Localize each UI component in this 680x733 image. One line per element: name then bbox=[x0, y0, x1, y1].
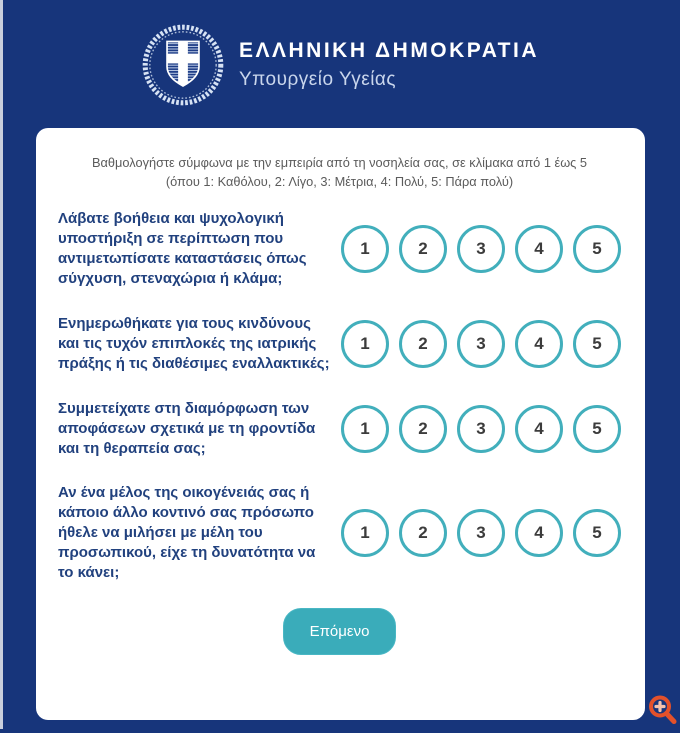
survey-card bbox=[36, 128, 645, 720]
rating-q1-option-5[interactable]: 5 bbox=[573, 225, 621, 273]
ministry-header bbox=[0, 0, 680, 128]
rating-q4-option-5[interactable]: 5 bbox=[573, 509, 621, 557]
question-row-4 bbox=[58, 483, 621, 583]
rating-q3-option-3[interactable]: 3 bbox=[457, 405, 505, 453]
magnifier-plus-icon[interactable] bbox=[644, 692, 680, 728]
rating-group-q1 bbox=[341, 225, 621, 273]
rating-q4-option-1[interactable]: 1 bbox=[341, 509, 389, 557]
rating-q1-option-3[interactable]: 3 bbox=[457, 225, 505, 273]
window-left-edge bbox=[0, 0, 3, 729]
rating-group-q2 bbox=[341, 320, 621, 368]
rating-q1-option-2[interactable]: 2 bbox=[399, 225, 447, 273]
instructions-line2: (όπου 1: Καθόλου, 2: Λίγο, 3: Μέτρια, 4: Πολύ, 5: Πάρα πολύ) bbox=[165, 173, 514, 189]
rating-instructions bbox=[58, 154, 621, 191]
rating-q3-option-1[interactable]: 1 bbox=[341, 405, 389, 453]
rating-q1-option-4[interactable]: 4 bbox=[515, 225, 563, 273]
next-button[interactable]: Επόμενο bbox=[283, 608, 397, 655]
greek-coat-of-arms-icon bbox=[141, 20, 225, 110]
question-list bbox=[58, 209, 621, 583]
question-row-3 bbox=[58, 399, 621, 459]
question-row-1 bbox=[58, 209, 621, 289]
rating-q2-option-1[interactable]: 1 bbox=[341, 320, 389, 368]
question-text: Λάβατε βοήθεια και ψυχολογική υποστήριξη σε περίπτωση που αντιμετωπίσατε καταστάσεις όπως σύγχυση, στεναχώρια ή κλάμα; bbox=[58, 210, 307, 287]
question-text: Ενημερωθήκατε για τους κινδύνους και τις τυχόν επιπλοκές της ιατρικής πράξης ή τις διαθέσιμες εναλλακτικές; bbox=[58, 314, 330, 372]
rating-q3-option-4[interactable]: 4 bbox=[515, 405, 563, 453]
rating-q4-option-2[interactable]: 2 bbox=[399, 509, 447, 557]
question-text: Συμμετείχατε στη διαμόρφωση των αποφάσεων σχετικά με τη φροντίδα και τη θεραπεία σας; bbox=[58, 399, 316, 457]
rating-q1-option-1[interactable]: 1 bbox=[341, 225, 389, 273]
rating-q2-option-3[interactable]: 3 bbox=[457, 320, 505, 368]
rating-q3-option-5[interactable]: 5 bbox=[573, 405, 621, 453]
question-row-2 bbox=[58, 314, 621, 374]
rating-group-q3 bbox=[341, 405, 621, 453]
rating-q2-option-5[interactable]: 5 bbox=[573, 320, 621, 368]
instructions-line1: Βαθμολογήστε σύμφωνα με την εμπειρία από τη νοσηλεία σας, σε κλίμακα από 1 έως 5 bbox=[91, 155, 588, 170]
rating-q2-option-4[interactable]: 4 bbox=[515, 320, 563, 368]
header-title: ΕΛΛΗΝΙΚΗ ΔΗΜΟΚΡΑΤΙΑ bbox=[238, 39, 540, 62]
rating-q2-option-2[interactable]: 2 bbox=[399, 320, 447, 368]
rating-q3-option-2[interactable]: 2 bbox=[399, 405, 447, 453]
question-text: Αν ένα μέλος της οικογένειάς σας ή κάποιο άλλο κοντινό σας πρόσωπο ήθελε να μιλήσει με μέλη του προσωπικού, είχε τη δυνατότητα να το κάνει; bbox=[58, 484, 316, 582]
rating-q4-option-3[interactable]: 3 bbox=[457, 509, 505, 557]
rating-q4-option-4[interactable]: 4 bbox=[515, 509, 563, 557]
rating-group-q4 bbox=[341, 509, 621, 557]
header-subtitle: Υπουργείο Υγείας bbox=[238, 69, 397, 90]
